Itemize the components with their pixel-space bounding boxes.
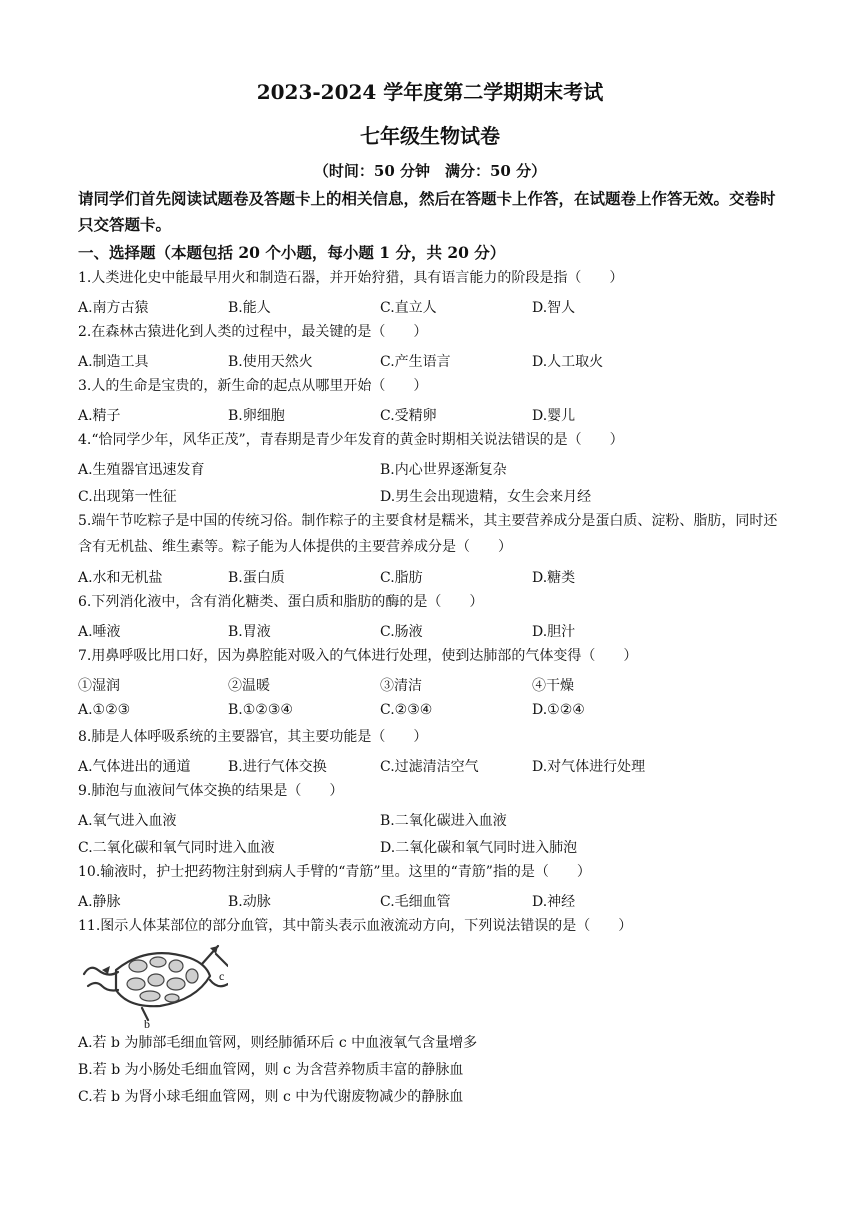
option: A.①②③ bbox=[78, 702, 131, 718]
option: A.氧气进入血液 bbox=[78, 813, 177, 829]
question-options bbox=[78, 297, 790, 317]
question-stem: 6.下列消化液中，含有消化糖类、蛋白质和脂肪的酶的是（ ） bbox=[78, 594, 484, 610]
question-stem: 10.输液时，护士把药物注射到病人手臂的“青筋”里。这里的“青筋”指的是（ ） bbox=[78, 864, 591, 880]
option: D.男生会出现遗精，女生会来月经 bbox=[380, 489, 592, 505]
option: B.若 b 为小肠处毛细血管网，则 c 为含营养物质丰富的静脉血 bbox=[78, 1062, 464, 1078]
question-options bbox=[78, 702, 790, 722]
question-stem: 5.端午节吃粽子是中国的传统习俗。制作粽子的主要食材是糯米，其主要营养成分是蛋白质、淀粉、脂肪，同时还含有无机盐、维生素等。粽子能为人体提供的主要营养成分是（ ） bbox=[78, 513, 778, 555]
question-items bbox=[78, 675, 790, 695]
option: D.神经 bbox=[532, 894, 576, 910]
question-stem: 11.图示人体某部位的部分血管，其中箭头表示血液流动方向，下列说法错误的是（ ） bbox=[78, 918, 633, 934]
section-heading: 一、选择题（本题包括 20 个小题，每小题 1 分，共 20 分） bbox=[78, 243, 506, 262]
option: B.二氧化碳进入血液 bbox=[380, 813, 507, 829]
option: C.过滤清洁空气 bbox=[380, 759, 479, 775]
option: C.直立人 bbox=[380, 300, 437, 316]
question-options bbox=[78, 351, 790, 371]
option: A.唾液 bbox=[78, 624, 121, 640]
option: C.②③④ bbox=[380, 702, 433, 718]
option: C.产生语言 bbox=[380, 354, 451, 370]
option: C.出现第一性征 bbox=[78, 489, 177, 505]
exam-title: 2023-2024 学年度第二学期期末考试 bbox=[256, 80, 604, 104]
question-stem: 2.在森林古猿进化到人类的过程中，最关键的是（ ） bbox=[78, 324, 428, 340]
option: C.肠液 bbox=[380, 624, 423, 640]
exam-subtitle: 七年级生物试卷 bbox=[360, 124, 500, 148]
option: B.①②③④ bbox=[228, 702, 293, 718]
blood-vessel-figure bbox=[78, 940, 228, 1030]
question-options bbox=[78, 486, 790, 506]
option: A.制造工具 bbox=[78, 354, 149, 370]
question-options bbox=[78, 756, 790, 776]
option: C.受精卵 bbox=[380, 408, 437, 424]
option: A.生殖器官迅速发育 bbox=[78, 462, 205, 478]
option: C.脂肪 bbox=[380, 570, 423, 586]
option: D.婴儿 bbox=[532, 408, 576, 424]
option: A.水和无机盐 bbox=[78, 570, 163, 586]
option: A.若 b 为肺部毛细血管网，则经肺循环后 c 中血液氧气含量增多 bbox=[78, 1035, 478, 1051]
figure-label-c: c bbox=[219, 969, 225, 983]
option: A.南方古猿 bbox=[78, 300, 149, 316]
question-options bbox=[78, 891, 790, 911]
option: D.对气体进行处理 bbox=[532, 759, 646, 775]
option: D.智人 bbox=[532, 300, 576, 316]
option: B.能人 bbox=[228, 300, 271, 316]
option: D.糖类 bbox=[532, 570, 576, 586]
option: D.二氧化碳和氧气同时进入肺泡 bbox=[380, 840, 578, 856]
question-stem: 3.人的生命是宝贵的，新生命的起点从哪里开始（ ） bbox=[78, 378, 428, 394]
question-options bbox=[78, 567, 790, 587]
option: A.静脉 bbox=[78, 894, 121, 910]
exam-time-info: （时间：50 分钟 满分：50 分） bbox=[313, 162, 547, 180]
option: B.卵细胞 bbox=[228, 408, 285, 424]
option: B.胃液 bbox=[228, 624, 271, 640]
question-stem: 7.用鼻呼吸比用口好，因为鼻腔能对吸入的气体进行处理，使到达肺部的气体变得（ ） bbox=[78, 648, 638, 664]
option: D.人工取火 bbox=[532, 354, 604, 370]
question-stem: 9.肺泡与血液间气体交换的结果是（ ） bbox=[78, 783, 344, 799]
option: B.进行气体交换 bbox=[228, 759, 327, 775]
exam-notice: 请同学们首先阅读试题卷及答题卡上的相关信息，然后在答题卡上作答，在试题卷上作答无效。交卷时只交答题卡。 bbox=[78, 189, 776, 234]
statement-item: ①湿润 bbox=[78, 678, 120, 694]
option: B.蛋白质 bbox=[228, 570, 285, 586]
question-stem: 8.肺是人体呼吸系统的主要器官，其主要功能是（ ） bbox=[78, 729, 428, 745]
option: C.毛细血管 bbox=[380, 894, 451, 910]
question-options bbox=[78, 621, 790, 641]
option: B.内心世界逐渐复杂 bbox=[380, 462, 507, 478]
figure-label-b: b bbox=[144, 1017, 150, 1030]
option: B.使用天然火 bbox=[228, 354, 313, 370]
question-options bbox=[78, 837, 790, 857]
option: C.若 b 为肾小球毛细血管网，则 c 中为代谢废物减少的静脉血 bbox=[78, 1089, 464, 1105]
question-options bbox=[78, 459, 790, 479]
option: D.①②④ bbox=[532, 702, 585, 718]
statement-item: ②温暖 bbox=[228, 678, 270, 694]
option: C.二氧化碳和氧气同时进入血液 bbox=[78, 840, 275, 856]
statement-item: ④干燥 bbox=[532, 678, 574, 694]
question-stem: 1.人类进化史中能最早用火和制造石器，并开始狩猎，具有语言能力的阶段是指（ ） bbox=[78, 270, 624, 286]
option: B.动脉 bbox=[228, 894, 271, 910]
statement-item: ③清洁 bbox=[380, 678, 422, 694]
question-options bbox=[78, 405, 790, 425]
option: A.精子 bbox=[78, 408, 121, 424]
question-stem: 4.“恰同学少年，风华正茂”，青春期是青少年发育的黄金时期相关说法错误的是（ ） bbox=[78, 432, 624, 448]
question-options bbox=[78, 810, 790, 830]
option: D.胆汁 bbox=[532, 624, 576, 640]
option: A.气体进出的通道 bbox=[78, 759, 191, 775]
